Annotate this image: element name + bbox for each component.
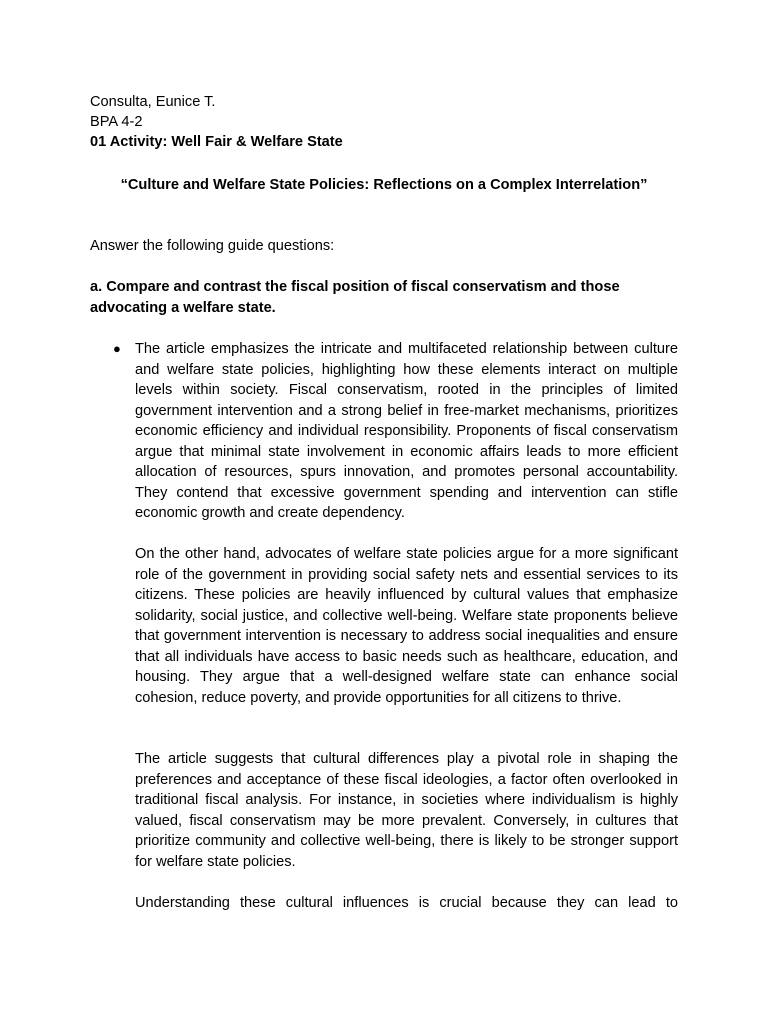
answer-paragraph-2: On the other hand, advocates of welfare state policies argue for a more significant role of the government in providing social safety nets and essential services to its citizens. These policies are heavily influenced by cultural values that emphasize solidarity, social justice, and collective well-being. Welfare state proponents believe that government intervention is necessary to address social inequalities and ensure that all individuals have access to basic needs such as healthcare, education, and housing. They argue that a well-designed welfare state can enhance social cohesion, reduce poverty, and provide opportunities for all citizens to thrive. xyxy=(135,546,678,706)
guide-question-a: a. Compare and contrast the fiscal position of fiscal conservatism and those advocating a welfare state. xyxy=(90,279,620,316)
instruction-text: Answer the following guide questions: xyxy=(90,238,335,254)
answer-paragraph-3: The article suggests that cultural differences play a pivotal role in shaping the preferences and acceptance of these fiscal ideologies, a factor often overlooked in traditional fiscal analysis. For instance, in societies where individualism is highly valued, fiscal conservatism may be more prevalent. Conversely, in cultures that prioritize community and collective well-being, there is likely to be stronger support for welfare state policies. xyxy=(135,751,678,870)
author-name: Consulta, Eunice T. xyxy=(90,94,216,110)
answer-paragraph-4: Understanding these cultural influences is crucial because they can lead to xyxy=(135,895,678,911)
activity-title: 01 Activity: Well Fair & Welfare State xyxy=(90,134,343,150)
bullet-icon: ● xyxy=(113,341,121,356)
answer-paragraph-1: The article emphasizes the intricate and multifaceted relationship between culture and welfare state policies, highlighting how these elements interact on multiple levels within society. Fiscal conservatism, rooted in the principles of limited government intervention and a strong belief in free-market mechanisms, prioritizes economic efficiency and individual responsibility. Proponents of fiscal conservatism argue that minimal state involvement in economic affairs leads to more efficient allocation of resources, spurs innovation, and promotes personal accountability. They contend that excessive government spending and intervention can stifle economic growth and create dependency. xyxy=(135,341,678,521)
essay-title: “Culture and Welfare State Policies: Reflections on a Complex Interrelation” xyxy=(120,177,648,193)
section-label: BPA 4-2 xyxy=(90,114,143,130)
